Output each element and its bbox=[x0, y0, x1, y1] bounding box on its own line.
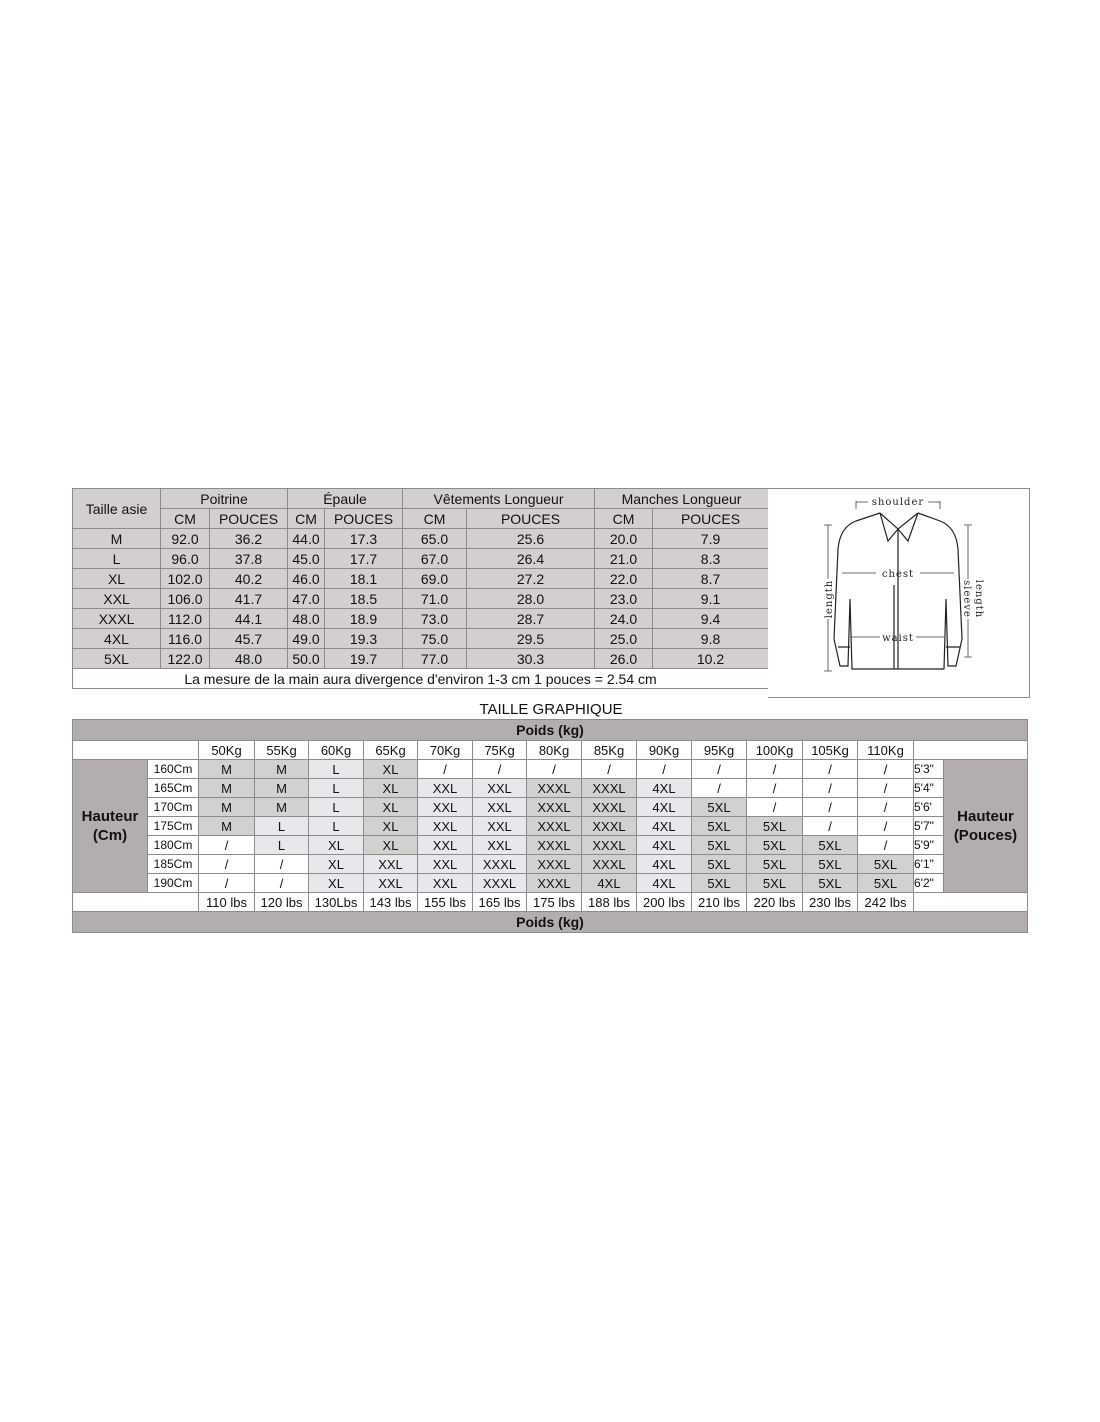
size-chart-cell: XXXL bbox=[527, 779, 582, 798]
size-chart-cell: XXL bbox=[364, 874, 418, 893]
measurement-note: La mesure de la main aura divergence d'environ 1-3 cm 1 pouces = 2.54 cm bbox=[73, 669, 769, 689]
measurement-cell: 21.0 bbox=[595, 549, 653, 569]
measurement-cell: 19.7 bbox=[325, 649, 403, 669]
weight-lbs-cell: 120 lbs bbox=[255, 893, 309, 912]
size-chart-cell: / bbox=[803, 798, 858, 817]
measurement-cell: 25.0 bbox=[595, 629, 653, 649]
weight-lbs-cell: 175 lbs bbox=[527, 893, 582, 912]
weight-lbs-cell: 210 lbs bbox=[692, 893, 747, 912]
height-cm-cell: 170Cm bbox=[148, 798, 199, 817]
measurement-cell: 7.9 bbox=[653, 529, 769, 549]
size-chart-cell: / bbox=[747, 760, 803, 779]
weight-lbs-cell: 188 lbs bbox=[582, 893, 637, 912]
size-chart-cell: / bbox=[199, 874, 255, 893]
size-chart-cell: XXL bbox=[418, 817, 473, 836]
height-cm-label bbox=[73, 760, 148, 893]
measurement-cell: 28.7 bbox=[467, 609, 595, 629]
height-cm-cell: 175Cm bbox=[148, 817, 199, 836]
size-label-cell: 5XL bbox=[73, 649, 161, 669]
size-chart-cell: / bbox=[637, 760, 692, 779]
height-inch-cell: 5'6' bbox=[914, 798, 944, 817]
size-chart-cell: XXL bbox=[364, 855, 418, 874]
size-label-cell: XXXL bbox=[73, 609, 161, 629]
weight-lbs-cell: 110 lbs bbox=[199, 893, 255, 912]
measurement-cell: 92.0 bbox=[161, 529, 210, 549]
weight-kg-header: 100Kg bbox=[747, 741, 803, 760]
size-chart-cell: / bbox=[255, 855, 309, 874]
size-chart-row bbox=[73, 798, 1028, 817]
weight-lbs-cell: 200 lbs bbox=[637, 893, 692, 912]
size-chart-cell: M bbox=[199, 779, 255, 798]
size-chart-cell: XXXL bbox=[582, 817, 637, 836]
size-measurement-block bbox=[72, 488, 1030, 699]
measurement-cell: 17.3 bbox=[325, 529, 403, 549]
measurement-cell: 45.7 bbox=[210, 629, 288, 649]
size-chart-cell: / bbox=[199, 855, 255, 874]
size-chart-cell: 5XL bbox=[803, 855, 858, 874]
blank-cell bbox=[914, 893, 1028, 912]
height-label-line: Hauteur bbox=[81, 808, 139, 825]
size-chart-cell: XL bbox=[309, 836, 364, 855]
measurement-cell: 45.0 bbox=[288, 549, 325, 569]
size-chart-cell: M bbox=[199, 760, 255, 779]
size-chart-cell: XXXL bbox=[582, 798, 637, 817]
size-chart-cell: / bbox=[473, 760, 527, 779]
measurement-cell: 19.3 bbox=[325, 629, 403, 649]
height-inch-cell: 6'1" bbox=[914, 855, 944, 874]
subheader-cm: CM bbox=[288, 509, 325, 529]
size-chart-cell: L bbox=[309, 779, 364, 798]
size-chart-cell: / bbox=[418, 760, 473, 779]
weight-kg-header: 60Kg bbox=[309, 741, 364, 760]
size-row bbox=[73, 569, 769, 589]
size-chart-cell: 5XL bbox=[747, 817, 803, 836]
size-row bbox=[73, 629, 769, 649]
measurement-cell: 18.5 bbox=[325, 589, 403, 609]
size-chart-cell: XL bbox=[364, 836, 418, 855]
weight-kg-header: 50Kg bbox=[199, 741, 255, 760]
measurement-cell: 112.0 bbox=[161, 609, 210, 629]
measurement-cell: 17.7 bbox=[325, 549, 403, 569]
weight-kg-header: 80Kg bbox=[527, 741, 582, 760]
size-chart-cell: XXXL bbox=[473, 874, 527, 893]
sleeve-length-label: length bbox=[973, 579, 984, 619]
size-measurement-table bbox=[72, 488, 769, 689]
size-chart-cell: / bbox=[692, 760, 747, 779]
size-chart-cell: M bbox=[199, 798, 255, 817]
size-chart-title: TAILLE GRAPHIQUE bbox=[479, 701, 623, 718]
sleeve-label: sleeve bbox=[961, 580, 972, 618]
size-chart-cell: L bbox=[255, 817, 309, 836]
size-chart-cell: M bbox=[255, 798, 309, 817]
size-chart-cell: XL bbox=[364, 817, 418, 836]
size-chart-cell: XXXL bbox=[473, 855, 527, 874]
size-chart-cell: / bbox=[858, 836, 914, 855]
size-chart-cell: 5XL bbox=[692, 874, 747, 893]
weight-kg-header: 55Kg bbox=[255, 741, 309, 760]
size-chart-cell: XXL bbox=[473, 779, 527, 798]
subheader-cm: CM bbox=[595, 509, 653, 529]
weight-lbs-cell: 130Lbs bbox=[309, 893, 364, 912]
measurement-cell: 9.1 bbox=[653, 589, 769, 609]
measurement-cell: 18.1 bbox=[325, 569, 403, 589]
measurement-cell: 65.0 bbox=[403, 529, 467, 549]
waist-label: waist bbox=[882, 633, 914, 644]
size-chart-cell: / bbox=[803, 817, 858, 836]
measurement-cell: 25.6 bbox=[467, 529, 595, 549]
size-chart-cell: M bbox=[255, 779, 309, 798]
measurement-cell: 48.0 bbox=[210, 649, 288, 669]
size-chart-cell: XXL bbox=[418, 779, 473, 798]
height-cm-cell: 165Cm bbox=[148, 779, 199, 798]
measurement-cell: 27.2 bbox=[467, 569, 595, 589]
weight-lbs-cell: 230 lbs bbox=[803, 893, 858, 912]
size-chart-cell: 5XL bbox=[803, 836, 858, 855]
subheader-inches: POUCES bbox=[210, 509, 288, 529]
measurement-cell: 49.0 bbox=[288, 629, 325, 649]
size-chart-cell: XXL bbox=[418, 874, 473, 893]
size-chart-cell: 4XL bbox=[637, 817, 692, 836]
size-chart-cell: 5XL bbox=[803, 874, 858, 893]
size-chart-cell: M bbox=[199, 817, 255, 836]
weight-kg-bar-bottom: Poids (kg) bbox=[73, 912, 1028, 933]
shirt-measurement-diagram bbox=[768, 488, 1030, 698]
measurement-cell: 67.0 bbox=[403, 549, 467, 569]
size-chart-cell: 5XL bbox=[747, 874, 803, 893]
size-chart-cell: XXXL bbox=[582, 855, 637, 874]
header-asian-size: Taille asie bbox=[73, 489, 161, 529]
subheader-inches: POUCES bbox=[467, 509, 595, 529]
size-label-cell: 4XL bbox=[73, 629, 161, 649]
measurement-cell: 122.0 bbox=[161, 649, 210, 669]
size-chart-cell: XXXL bbox=[582, 836, 637, 855]
size-chart-cell: L bbox=[309, 817, 364, 836]
size-chart-cell: 4XL bbox=[582, 874, 637, 893]
measurement-cell: 36.2 bbox=[210, 529, 288, 549]
subheader-inches: POUCES bbox=[325, 509, 403, 529]
length-label: length bbox=[824, 579, 835, 619]
measurement-cell: 71.0 bbox=[403, 589, 467, 609]
size-chart-cell: 5XL bbox=[858, 855, 914, 874]
weight-kg-header: 85Kg bbox=[582, 741, 637, 760]
size-chart-cell: / bbox=[582, 760, 637, 779]
size-label-cell: XL bbox=[73, 569, 161, 589]
size-chart-cell: 5XL bbox=[747, 855, 803, 874]
size-chart-cell: L bbox=[309, 760, 364, 779]
size-chart-cell: / bbox=[803, 779, 858, 798]
shirt-diagram-svg bbox=[768, 489, 1030, 699]
measurement-cell: 48.0 bbox=[288, 609, 325, 629]
weight-kg-header: 65Kg bbox=[364, 741, 418, 760]
size-chart-cell: / bbox=[199, 836, 255, 855]
subheader-cm: CM bbox=[403, 509, 467, 529]
size-chart-cell: XXXL bbox=[527, 798, 582, 817]
measurement-cell: 20.0 bbox=[595, 529, 653, 549]
height-inch-cell: 5'3" bbox=[914, 760, 944, 779]
height-cm-cell: 160Cm bbox=[148, 760, 199, 779]
measurement-cell: 46.0 bbox=[288, 569, 325, 589]
measurement-cell: 77.0 bbox=[403, 649, 467, 669]
size-chart-row bbox=[73, 874, 1028, 893]
size-chart-cell: XXL bbox=[418, 855, 473, 874]
weight-kg-header: 95Kg bbox=[692, 741, 747, 760]
height-inch-cell: 5'9" bbox=[914, 836, 944, 855]
size-chart-cell: XXL bbox=[473, 836, 527, 855]
measurement-cell: 47.0 bbox=[288, 589, 325, 609]
size-label-cell: XXL bbox=[73, 589, 161, 609]
weight-kg-header: 75Kg bbox=[473, 741, 527, 760]
height-inches-label bbox=[944, 760, 1028, 893]
size-chart-cell: / bbox=[858, 779, 914, 798]
height-inch-cell: 5'7" bbox=[914, 817, 944, 836]
size-chart-cell: 5XL bbox=[692, 836, 747, 855]
size-chart-cell: XL bbox=[364, 798, 418, 817]
measurement-cell: 44.0 bbox=[288, 529, 325, 549]
size-chart-cell: L bbox=[309, 798, 364, 817]
size-chart-cell: XL bbox=[364, 760, 418, 779]
measurement-cell: 73.0 bbox=[403, 609, 467, 629]
size-chart-cell: 4XL bbox=[637, 874, 692, 893]
measurement-cell: 28.0 bbox=[467, 589, 595, 609]
weight-kg-bar: Poids (kg) bbox=[73, 720, 1028, 741]
weight-kg-header: 70Kg bbox=[418, 741, 473, 760]
size-chart-cell: XXL bbox=[418, 836, 473, 855]
header-chest: Poitrine bbox=[161, 489, 288, 509]
measurement-cell: 41.7 bbox=[210, 589, 288, 609]
size-chart-cell: XXL bbox=[473, 798, 527, 817]
height-inch-cell: 6'2" bbox=[914, 874, 944, 893]
size-chart-cell: 5XL bbox=[858, 874, 914, 893]
measurement-cell: 96.0 bbox=[161, 549, 210, 569]
size-chart-cell: / bbox=[747, 779, 803, 798]
subheader-inches: POUCES bbox=[653, 509, 769, 529]
size-chart-cell: XXXL bbox=[527, 855, 582, 874]
size-chart-cell: 5XL bbox=[692, 817, 747, 836]
size-label-cell: M bbox=[73, 529, 161, 549]
weight-kg-header: 90Kg bbox=[637, 741, 692, 760]
size-chart-cell: / bbox=[527, 760, 582, 779]
measurement-cell: 30.3 bbox=[467, 649, 595, 669]
size-chart-cell: 4XL bbox=[637, 779, 692, 798]
measurement-cell: 8.3 bbox=[653, 549, 769, 569]
size-chart-cell: 5XL bbox=[692, 855, 747, 874]
measurement-cell: 9.4 bbox=[653, 609, 769, 629]
height-inch-cell: 5'4" bbox=[914, 779, 944, 798]
weight-lbs-cell: 165 lbs bbox=[473, 893, 527, 912]
measurement-cell: 26.0 bbox=[595, 649, 653, 669]
size-chart-cell: XXXL bbox=[527, 836, 582, 855]
size-row bbox=[73, 609, 769, 629]
weight-kg-header: 110Kg bbox=[858, 741, 914, 760]
blank-cell bbox=[914, 741, 1028, 760]
size-row bbox=[73, 589, 769, 609]
height-cm-cell: 185Cm bbox=[148, 855, 199, 874]
header-clothing-length: Vêtements Longueur bbox=[403, 489, 595, 509]
weight-lbs-cell: 220 lbs bbox=[747, 893, 803, 912]
subheader-cm: CM bbox=[161, 509, 210, 529]
size-chart-table bbox=[72, 719, 1028, 933]
size-chart-cell: 5XL bbox=[747, 836, 803, 855]
size-chart-cell: / bbox=[803, 760, 858, 779]
measurement-cell: 116.0 bbox=[161, 629, 210, 649]
size-chart-cell: 4XL bbox=[637, 836, 692, 855]
size-chart-cell: XXL bbox=[473, 817, 527, 836]
measurement-cell: 29.5 bbox=[467, 629, 595, 649]
size-chart-cell: XXXL bbox=[527, 817, 582, 836]
measurement-cell: 69.0 bbox=[403, 569, 467, 589]
size-row bbox=[73, 529, 769, 549]
size-chart-cell: / bbox=[858, 798, 914, 817]
header-sleeve-length: Manches Longueur bbox=[595, 489, 769, 509]
size-chart-row bbox=[73, 760, 1028, 779]
size-chart-cell: XXXL bbox=[582, 779, 637, 798]
measurement-cell: 24.0 bbox=[595, 609, 653, 629]
size-row bbox=[73, 549, 769, 569]
measurement-cell: 50.0 bbox=[288, 649, 325, 669]
measurement-cell: 9.8 bbox=[653, 629, 769, 649]
measurement-cell: 40.2 bbox=[210, 569, 288, 589]
measurement-cell: 44.1 bbox=[210, 609, 288, 629]
measurement-cell: 8.7 bbox=[653, 569, 769, 589]
height-unit-line: (Cm) bbox=[92, 827, 128, 844]
measurement-cell: 75.0 bbox=[403, 629, 467, 649]
weight-lbs-cell: 242 lbs bbox=[858, 893, 914, 912]
measurement-cell: 102.0 bbox=[161, 569, 210, 589]
height-cm-cell: 190Cm bbox=[148, 874, 199, 893]
height-cm-cell: 180Cm bbox=[148, 836, 199, 855]
size-chart-cell: / bbox=[692, 779, 747, 798]
size-chart-cell: 5XL bbox=[692, 798, 747, 817]
size-chart-cell: XL bbox=[309, 874, 364, 893]
size-chart-cell: / bbox=[858, 760, 914, 779]
size-chart-cell: M bbox=[255, 760, 309, 779]
size-chart-row bbox=[73, 779, 1028, 798]
measurement-cell: 22.0 bbox=[595, 569, 653, 589]
size-chart-row bbox=[73, 817, 1028, 836]
measurement-cell: 18.9 bbox=[325, 609, 403, 629]
height-label-line: Hauteur bbox=[957, 808, 1014, 825]
size-chart-cell: / bbox=[747, 798, 803, 817]
weight-lbs-cell: 155 lbs bbox=[418, 893, 473, 912]
size-chart-row bbox=[73, 855, 1028, 874]
size-label-cell: L bbox=[73, 549, 161, 569]
size-chart-row bbox=[73, 836, 1028, 855]
size-chart-cell: / bbox=[255, 874, 309, 893]
size-chart-cell: 4XL bbox=[637, 855, 692, 874]
size-chart-cell: XL bbox=[309, 855, 364, 874]
size-chart-cell: / bbox=[858, 817, 914, 836]
blank-cell bbox=[73, 741, 199, 760]
size-chart-cell: XXXL bbox=[527, 874, 582, 893]
shoulder-label: shoulder bbox=[871, 497, 925, 508]
size-chart-cell: XXL bbox=[418, 798, 473, 817]
measurement-cell: 106.0 bbox=[161, 589, 210, 609]
weight-kg-header: 105Kg bbox=[803, 741, 858, 760]
size-chart-cell: L bbox=[255, 836, 309, 855]
header-shoulder: Épaule bbox=[288, 489, 403, 509]
blank-cell bbox=[73, 893, 199, 912]
measurement-cell: 37.8 bbox=[210, 549, 288, 569]
chest-label: chest bbox=[881, 569, 915, 580]
measurement-cell: 10.2 bbox=[653, 649, 769, 669]
weight-lbs-cell: 143 lbs bbox=[364, 893, 418, 912]
size-row bbox=[73, 649, 769, 669]
measurement-cell: 26.4 bbox=[467, 549, 595, 569]
size-chart-cell: 4XL bbox=[637, 798, 692, 817]
measurement-cell: 23.0 bbox=[595, 589, 653, 609]
size-chart-cell: XL bbox=[364, 779, 418, 798]
height-unit-line: (Pouces) bbox=[953, 827, 1018, 844]
